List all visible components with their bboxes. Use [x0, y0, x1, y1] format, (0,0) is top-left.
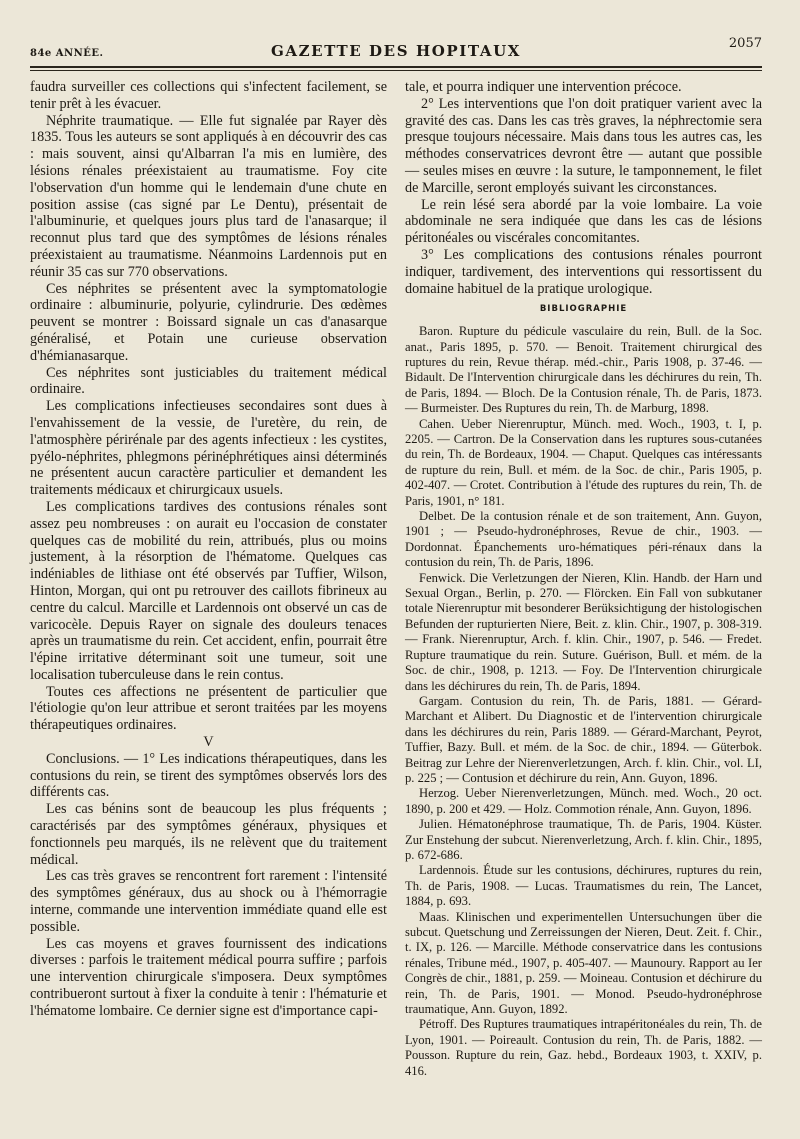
- header-rule-thick: [30, 66, 762, 68]
- bibliography-heading: BIBLIOGRAPHIE: [539, 304, 628, 315]
- paragraph: tale, et pourra indiquer une intervention précoce.: [405, 79, 682, 95]
- paragraph: Les cas bénins sont de beaucoup les plus fréquents ; caractérisés par des symptômes généraux, physiques et fonctionnels peu marqués, ils ne relèvent que du traitement médical.: [30, 801, 387, 868]
- bibliography-entry: Baron. Rupture du pédicule vasculaire du rein, Bull. de la Soc. anat., Paris 1895, p. 570. — Benoit. Traitement chirurgical des ruptures du rein, Revue thérap. méd.-chir., Paris 1908, p. 37-46. — Bidault. De l'Intervention chirurgicale dans les déchirures du rein, Th. de Paris, 1894. — Bloch. De la Contusion rénale, Th. de Paris, 1873. — Burmeister. Des Ruptures du rein, Th. de Marburg, 1898.: [405, 324, 762, 416]
- paragraph: Toutes ces affections ne présentent de particulier que l'étiologie qu'on leur attribue et seront traitées par les moyens thérapeutiques ordinaires.: [30, 683, 387, 734]
- bibliography-entry: Herzog. Ueber Nierenverletzungen, Münch. med. Woch., 20 oct. 1890, p. 200 et 429. — Holz. Commotion rénale, Ann. Guyon, 1896.: [405, 786, 762, 816]
- bibliography-list: [405, 324, 762, 1079]
- bibliography-entry: Pétroff. Des Ruptures traumatiques intrapéritonéales du rein, Th. de Lyon, 1901. — Poireault. Contusion du rein, Th. de Paris, 1882. — Pousson. Rupture du rein, Gaz. hebd., Bordeaux 1903, t. XXIV, p. 416.: [405, 1017, 762, 1078]
- left-column: [30, 79, 387, 1079]
- paragraph: Les cas moyens et graves fournissent des indications diverses : parfois le traitement médical pourra suffire ; parfois une intervention chirurgicale s'imposera. Deux symptômes contribueront surtout à fixer la conduite à tenir : l'hématurie et l'hématome lombaire. Ce dernier signe est d'importance capi-: [30, 935, 387, 1019]
- bibliography-entry: Delbet. De la contusion rénale et de son traitement, Ann. Guyon, 1901 ; — Pseudo-hydronéphroses, Revue de chir., 1903. — Dordonnat. Épanchements uro-hématiques péri-rénaux dans la contusion du rein, Th. de Paris, 1896.: [405, 509, 762, 570]
- bibliography-entry: Lardennois. Étude sur les contusions, déchirures, ruptures du rein, Th. de Paris, 1908. — Lucas. Traumatismes du rein, The Lancet, 1884, p. 693.: [405, 863, 762, 909]
- paragraph: 2° Les interventions que l'on doit pratiquer varient avec la gravité des cas. Dans les cas très graves, la néphrectomie sera presque toujours nécessaire. Mais dans tous les autres cas, les méthodes conservatrices devront être — autant que possible — seules mises en œuvre : la suture, le tamponnement, le filet de Marcille, seront employés suivant les circonstances.: [405, 95, 762, 196]
- paragraph: Ces néphrites se présentent avec la symptomatologie ordinaire : albuminurie, polyurie, cylindrurie. Des œdèmes peuvent se montrer : Boissard signale un cas d'anasarque généralisé, et Potain une curieuse observation d'hémianasarque.: [30, 280, 387, 364]
- paragraph: faudra surveiller ces collections qui s'infectent facilement, se tenir prêt à les évacuer.: [30, 79, 387, 112]
- page-number: 2057: [728, 36, 762, 51]
- paragraph: Les complications infectieuses secondaires sont dues à l'envahissement de la vessie, de l'uretère, du rein, de l'atmosphère périrénale par des agents infectieux : les cystites, pyélo-néphrites, phlegmons périnéphrétiques ainsi déterminés ne présentent aucun caractère particulier et demandent les traitements médicaux et chirurgicaux usuels.: [30, 398, 387, 499]
- issue-label: 84e ANNÉE.: [30, 48, 104, 59]
- paragraph: Les complications tardives des contusions rénales sont assez peu nombreuses : on aurait eu l'occasion de constater quelques cas de mobilité du rein, attribués, plus ou moins justement, à la résorption de l'hématome. Quelques cas indéniables de lithiase ont été observés par Tuffier, Wilson, Hinton, Morgan, qui ont pu retrouver des caillots fibrineux au centre du calcul. Marcille et Lardennois ont observé un cas de varicocèle. Depuis Rayer on signale des douleurs tenaces après un traumatisme du rein. Cet accident, enfin, pourrait être l'épine irritative déterminant soit une tumeur, soit une localisation tuberculeuse dans le rein contus.: [30, 498, 387, 683]
- paragraph: Ces néphrites sont justiciables du traitement médical ordinaire.: [30, 364, 387, 398]
- header-rule-thin: [30, 70, 762, 71]
- paragraph: Les cas très graves se rencontrent fort rarement : l'intensité des symptômes généraux, dus au shock ou à l'hémorragie interne, commande une intervention immédiate quand elle est possible.: [30, 868, 387, 935]
- text-columns: [30, 79, 762, 1079]
- section-heading: V: [203, 734, 214, 751]
- paragraph: 3° Les complications des contusions rénales pourront indiquer, tardivement, des interventions qui ressortissent du domaine habituel de la pratique urologique.: [405, 246, 762, 297]
- right-column: [405, 79, 762, 1079]
- paragraph: Néphrite traumatique. — Elle fut signalée par Rayer dès 1835. Tous les auteurs se sont appliqués à en découvrir des cas : mais souvent, ainsi qu'Albarran l'a mis en lumière, des lésions rénales préexistaient au traumatisme. Foy cite l'observation d'un homme qui le lendemain d'une chute en position assise (cas signé par Le Dentu), présentait de l'albuminurie, et quelques jours plus tard de l'anasarque; il reconnut plus tard que des symptômes de lésions rénales préexistaient au traumatisme. Néanmoins Lardennois put en réunir 35 cas sur 770 observations.: [30, 112, 387, 280]
- paragraph: Conclusions. — 1° Les indications thérapeutiques, dans les contusions du rein, se tirent des symptômes observés lors des différents cas.: [30, 750, 387, 801]
- page-header: [30, 28, 762, 60]
- bibliography-entry: Fenwick. Die Verletzungen der Nieren, Klin. Handb. der Harn und Sexual Organ., Berlin, p. 270. — Flörcken. Ein Fall von subkutaner totale Nierenruptur mit besonderer Berüksichtigung der histologischen Befunden der rupturierten Niere, Beit. z. klin. Chir., 1907, p. 308-319. — Frank. Nierenruptur, Arch. f. klin. Chir., 1907, p. 546. — Fredet. Rupture traumatique du rein. Suture. Guérison, Bull. et mém. de la Soc. de chir., 1908, p. 1213. — Foy. De l'Intervention chirurgicale dans les déchirures du rein, Th. de Paris, 1894.: [405, 570, 762, 693]
- paragraph: Le rein lésé sera abordé par la voie lombaire. La voie abdominale ne sera indiquée que dans les cas de lésions péritonéales ou viscérales concomitantes.: [405, 196, 762, 247]
- bibliography-entry: Gargam. Contusion du rein, Th. de Paris, 1881. — Gérard-Marchant et Alibert. Du Diagnostic et de l'intervention chirurgicale dans les déchirures du rein, Paris 1889. — Gérard-Marchant, Peyrot, Tuffier, Bazy. Bull. et mém. de la Soc. de chir., 1894. — Güterbok. Beitrag zur Lehre der Nierenverletzungen, Arch. f. klin. Chir., vol. LI, p. 225 ; — Contusion et déchirure du rein, Ann. Guyon, 1896.: [405, 693, 762, 785]
- bibliography-entry: Cahen. Ueber Nierenruptur, Münch. med. Woch., 1903, t. I, p. 2205. — Cartron. De la Conservation dans les ruptures sous-cutanées du rein, Th. de Bordeaux, 1904. — Chaput. Quelques cas intéressants de rupture du rein, Bull. et mém. de la Soc. de chir., Paris 1905, p. 402-407. — Crotet. Contribution à l'étude des ruptures du rein, Th. de Paris, 1901, n° 181.: [405, 416, 762, 508]
- bibliography-entry: Maas. Klinischen und experimentellen Untersuchungen über die subcut. Quetschung und Zerreissungen der Nieren, Deut. Zeit. f. Chir., t. IX, p. 126. — Marcille. Méthode conservatrice dans les contusions rénales, Tribune méd., 1907, p. 405-407. — Maunoury. Rapport au Ier Congrès de chir., 1881, p. 259. — Moineau. Contusion et déchirure du rein, Th. de Paris, 1901. — Monod. Pseudo-hydronéphrose traumatique, Ann. Guyon, 1892.: [405, 909, 762, 1017]
- journal-title: GAZETTE DES HOPITAUX: [270, 42, 521, 60]
- bibliography-entry: Julien. Hématonéphrose traumatique, Th. de Paris, 1904. Küster. Zur Enstehung der subcut. Nierenverletzung, Arch. f. klin. Chir., 1895, p. 672-686.: [405, 817, 762, 862]
